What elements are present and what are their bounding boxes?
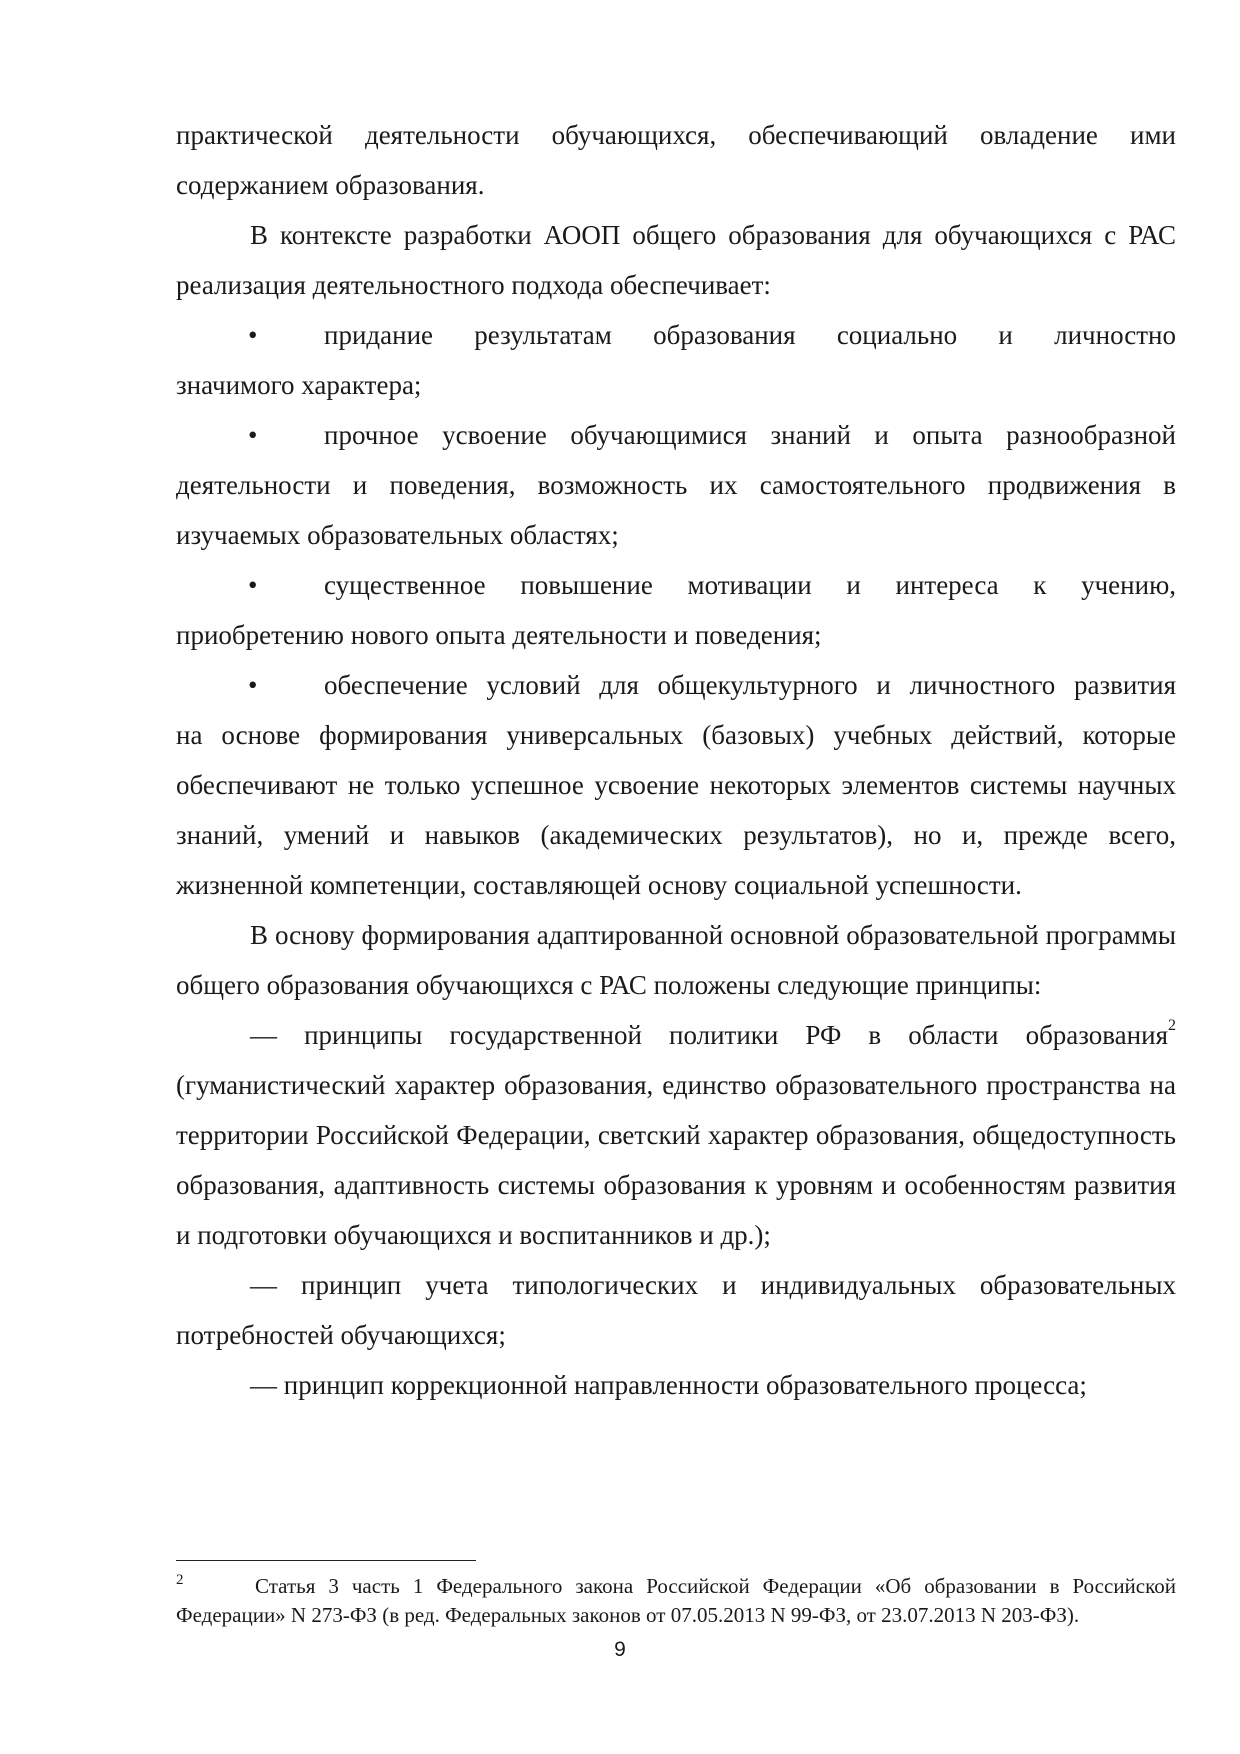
bullet-item (176, 410, 1176, 560)
principle-text-rest: (гуманистический характер образования, единство образовательного пространства на территории Российской Федерации, светский характер образования, общедоступность образования, адаптивность системы образования к уровням и особенностям развития и подготовки обучающихся и воспитанников и др.); (176, 1070, 1176, 1250)
bullet-text-rest: на основе формирования универсальных (базовых) учебных действий, которые обеспечивают не только успешное усвоение некоторых элементов системы научных знаний, умений и навыков (академических результатов), но и, прежде всего, жизненной компетенции, составляющей основу социальной успешности. (176, 720, 1176, 900)
footnote (176, 1572, 1176, 1630)
bullet-text-rest: значимого характера; (176, 370, 422, 400)
paragraph-continuation: практической деятельности обучающихся, обеспечивающий овладение ими содержанием образования. (176, 120, 1176, 200)
bullet-icon: • (248, 320, 258, 350)
bullet-text-start: обеспечение условий для общекультурного и личностного развития (324, 670, 1176, 700)
footnote-number: 2 (176, 1572, 184, 1588)
bullet-text-start: прочное усвоение обучающимися знаний и опыта разнообразной (324, 420, 1176, 450)
bullet-icon: • (248, 670, 258, 700)
bullet-text-start: существенное повышение мотивации и интереса к учению, (324, 570, 1176, 600)
bullet-text-start: придание результатам образования социально и личностно (324, 320, 1176, 350)
bullet-item (176, 660, 1176, 910)
footnote-separator (176, 1560, 476, 1561)
principle-item: — принцип коррекционной направленности образовательного процесса; (250, 1370, 1087, 1400)
bullet-item (176, 560, 1176, 660)
bullet-icon: • (248, 570, 258, 600)
body-text (176, 110, 1176, 1410)
bullet-item (176, 310, 1176, 410)
page-number: 9 (614, 1638, 626, 1661)
bullet-icon: • (248, 420, 258, 450)
footnote-reference[interactable]: 2 (1168, 1017, 1176, 1034)
principle-item (176, 1010, 1176, 1260)
footnote-text: Статья 3 часть 1 Федерального закона Российской Федерации «Об образовании в Российской Федерации» N 273-ФЗ (в ред. Федеральных законов от 07.05.2013 N 99-ФЗ, от 23.07.2013 N 203-ФЗ). (176, 1574, 1176, 1627)
paragraph-context: В контексте разработки АООП общего образования для обучающихся с РАС реализация деятельностного подхода обеспечивает: (176, 220, 1176, 300)
bullet-text-rest: приобретению нового опыта деятельности и поведения; (176, 620, 822, 650)
principle-text-start: — принципы государственной политики РФ в области образования (250, 1020, 1168, 1050)
bullet-text-rest: деятельности и поведения, возможность их самостоятельного продвижения в изучаемых образовательных областях; (176, 470, 1176, 550)
principles-intro: В основу формирования адаптированной основной образовательной программы общего образования обучающихся с РАС положены следующие принципы: (176, 920, 1176, 1000)
principle-item: — принцип учета типологических и индивидуальных образовательных потребностей обучающихся; (176, 1270, 1176, 1350)
